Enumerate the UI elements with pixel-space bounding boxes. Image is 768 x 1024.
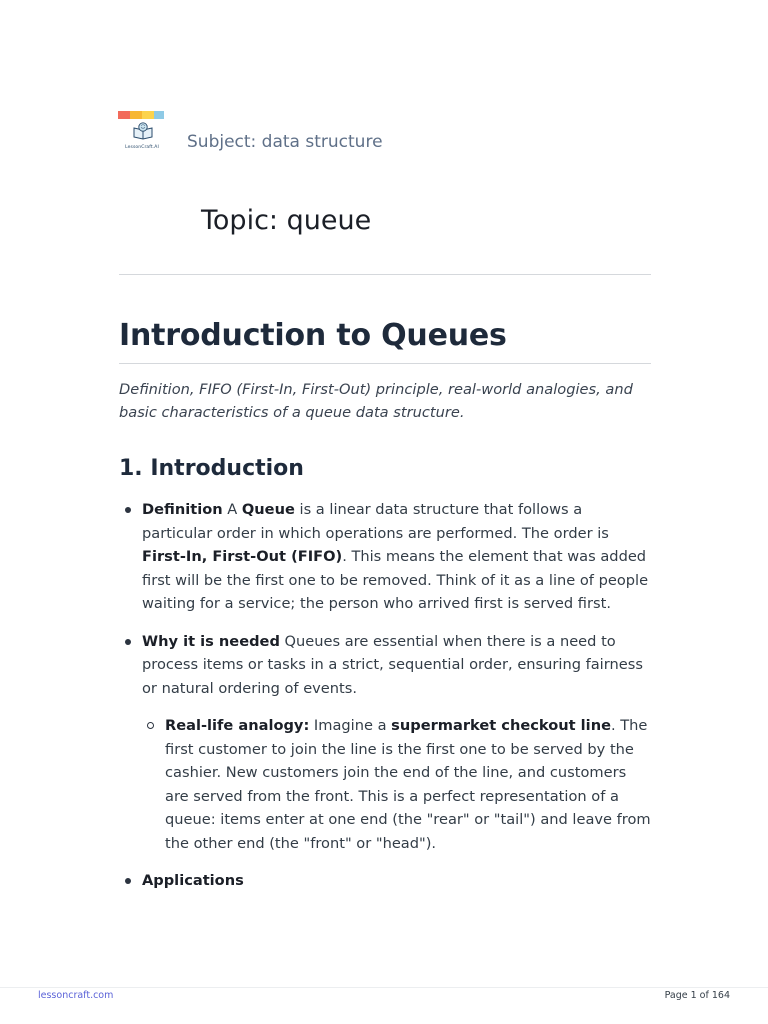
item-label: Real-life analogy: xyxy=(165,717,310,734)
item-label: Applications xyxy=(142,872,244,889)
item-label: Why it is needed xyxy=(142,632,280,650)
logo-brand-text: LessonCraft.AI xyxy=(125,145,159,150)
item-label: Definition xyxy=(142,501,223,518)
item-text xyxy=(165,717,651,852)
section-content xyxy=(142,498,654,907)
header-divider xyxy=(119,274,651,275)
bold-text: First-In, First-Out (FIFO) xyxy=(142,548,343,565)
page-number: Page 1 of 164 xyxy=(664,990,730,1001)
bold-text: supermarket checkout line xyxy=(391,717,611,734)
text-run: . This means the element that was added first will be the first one to be removed. Think of it as a line of people waiting for a service; the person who arrived first is served first. xyxy=(142,548,649,612)
list-item-why-needed xyxy=(142,630,654,701)
footer-divider xyxy=(0,987,768,988)
logo-stripe xyxy=(118,111,164,119)
list-item-definition xyxy=(142,498,654,616)
text-run: Queues are essential when there is a need to process items or tasks in a strict, sequential order, ensuring fairness or natural ordering of events. xyxy=(142,632,643,697)
text-run: . The first customer to join the line is the first one to be served by the cashier. New customers join the end of the line, and customers are served from the front. This is a perfect representation of a queue: items enter at one end (the "rear" or "tail") and leave from the other end (the "front" or "head"). xyxy=(165,717,651,852)
page-title: Introduction to Queues xyxy=(119,318,507,353)
text-run: Imagine a xyxy=(309,717,392,734)
topic-title: Topic: queue xyxy=(201,205,372,236)
title-divider xyxy=(119,363,651,364)
footer-site-link[interactable]: lessoncraft.com xyxy=(38,990,114,1001)
list-item-applications xyxy=(142,869,654,893)
text-run: A xyxy=(222,501,242,518)
lessoncraft-logo xyxy=(118,111,166,159)
text-run: is a linear data structure that follows a particular order in which operations are performed. The order is xyxy=(142,501,609,542)
subject-label: Subject: data structure xyxy=(187,132,383,152)
lead-summary: Definition, FIFO (First-In, First-Out) principle, real-world analogies, and basic characteristics of a queue data structure. xyxy=(119,381,633,421)
section-heading: 1. Introduction xyxy=(119,456,304,481)
bold-text: Queue xyxy=(241,501,295,518)
book-brain-icon xyxy=(132,121,154,143)
sub-item-analogy xyxy=(165,714,654,855)
